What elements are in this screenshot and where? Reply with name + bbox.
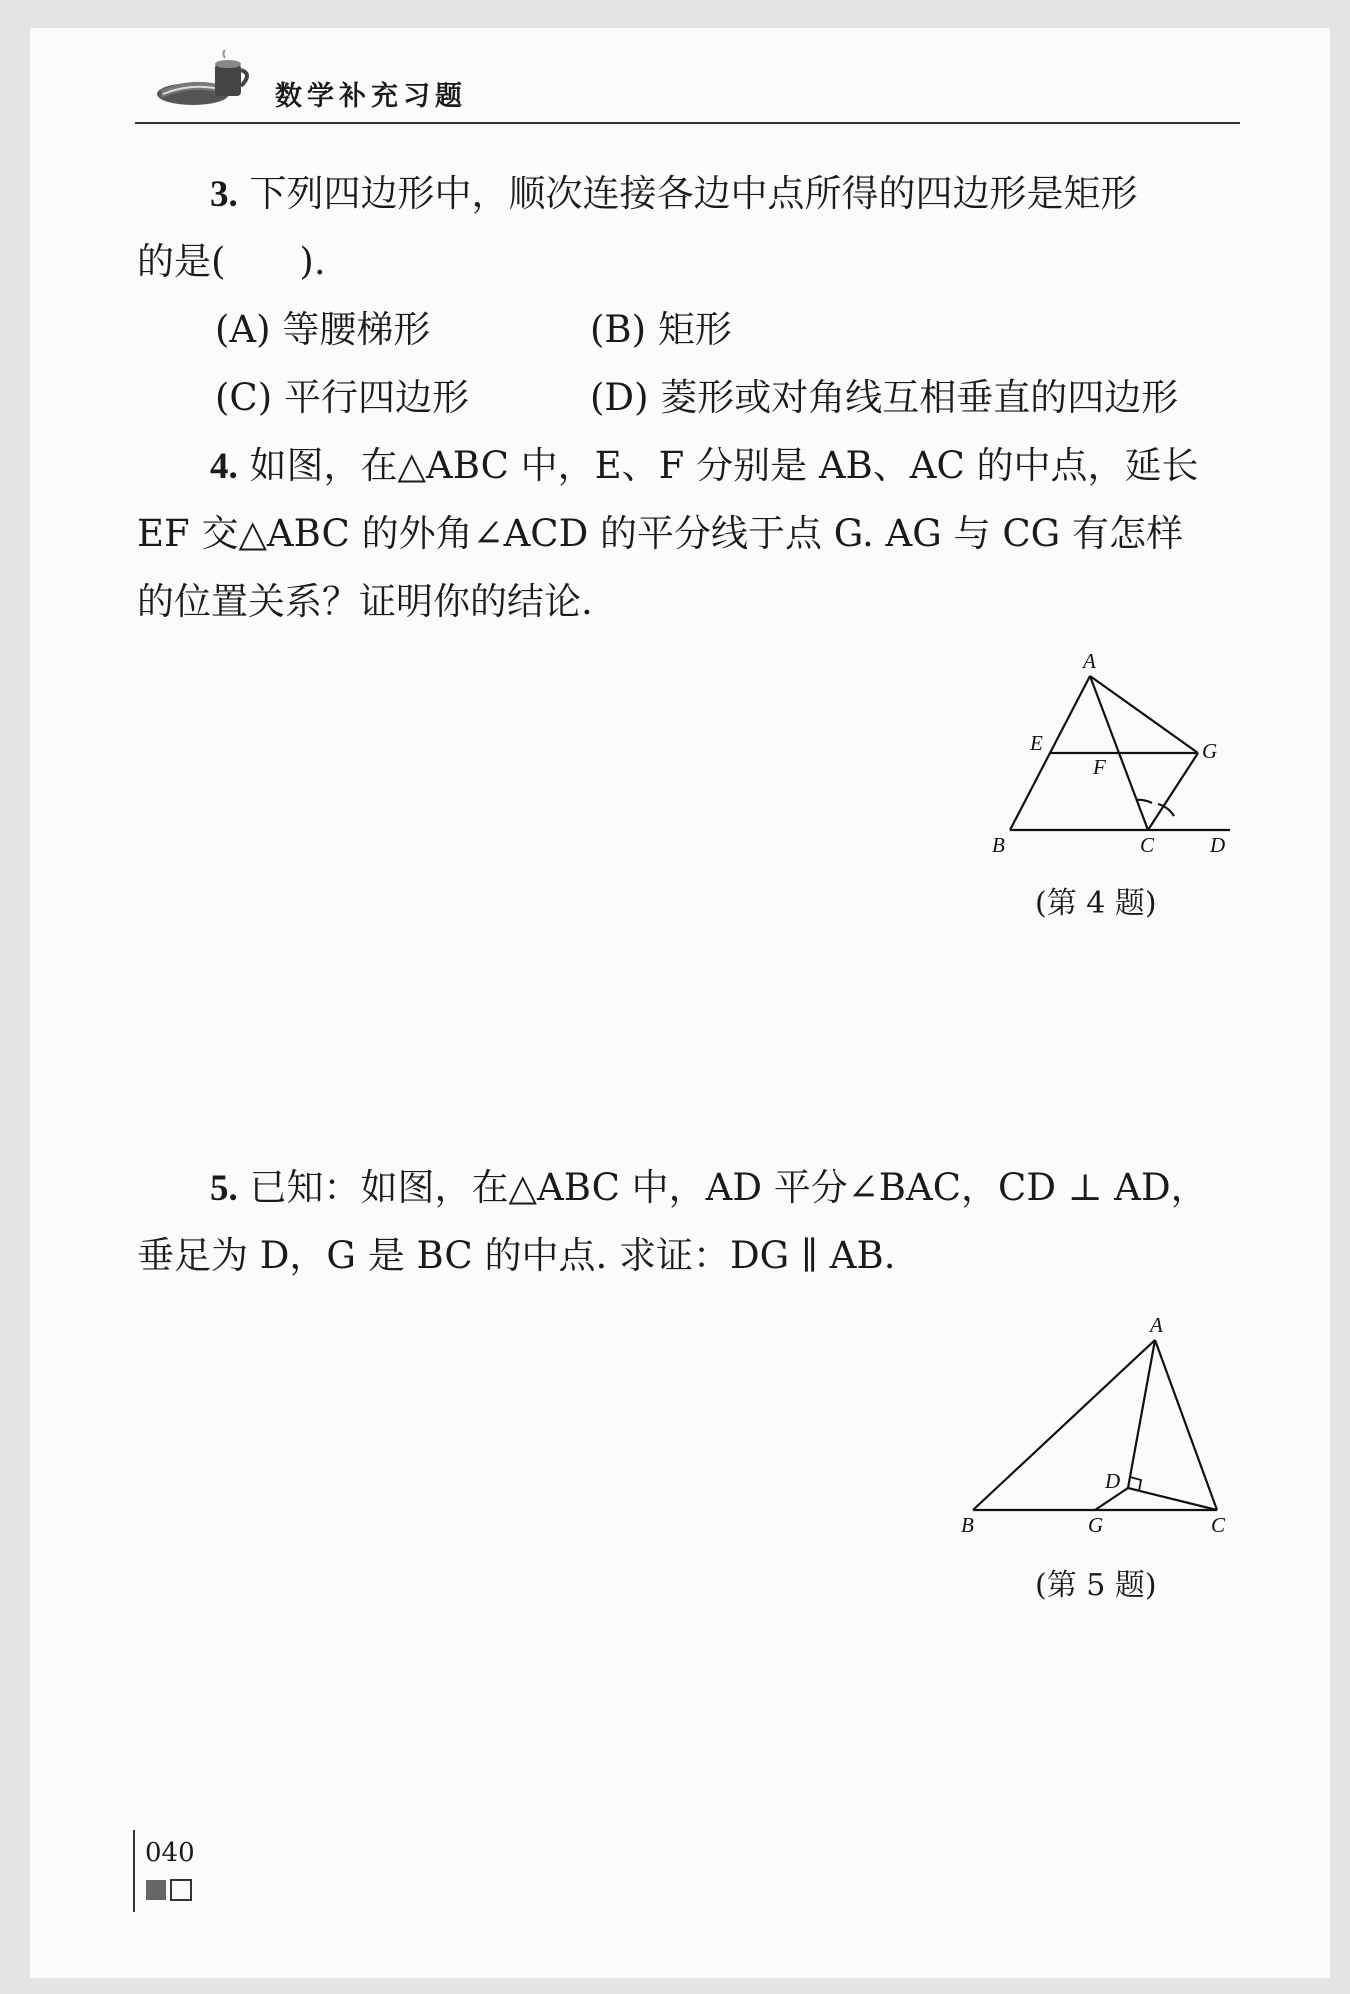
q5-segment-ac (1155, 1340, 1217, 1510)
q5-caption: (第 5 题) (1035, 1568, 1157, 1603)
figure-q5 (955, 1310, 1240, 1540)
q5-stem: 已知：如图，在△ABC 中，AD 平分∠BAC，CD ⊥ AD， (249, 1166, 1208, 1209)
q3-number: 3. (210, 174, 238, 215)
q5-line1 (210, 1154, 1208, 1223)
q3-option-a: (A) 等腰梯形 (215, 308, 431, 351)
q3-option-d: (D) 菱形或对角线互相垂直的四边形 (590, 376, 1179, 419)
q3-line1 (210, 160, 1138, 229)
q5-line2: 垂足为 D，G 是 BC 的中点. 求证：DG ∥ AB. (137, 1234, 896, 1277)
book-and-cup-icon (155, 50, 255, 112)
page-number-rule (133, 1830, 135, 1912)
q4-line1 (210, 432, 1199, 501)
q4-number: 4. (210, 446, 238, 487)
page-number: 040 (145, 1838, 195, 1868)
q4-line2: EF 交△ABC 的外角∠ACD 的平分线于点 G. AG 与 CG 有怎样 (137, 512, 1183, 555)
q4-label-f: F (1093, 755, 1106, 779)
q4-label-c: C (1140, 833, 1155, 857)
q3-stem: 下列四边形中，顺次连接各边中点所得的四边形是矩形 (249, 172, 1138, 215)
header-rule (135, 122, 1240, 124)
q5-label-c: C (1211, 1513, 1226, 1537)
q4-segment-cg (1148, 753, 1198, 830)
q5-label-a: A (1150, 1313, 1163, 1337)
page-header (135, 40, 1240, 124)
q4-caption: (第 4 题) (1035, 886, 1157, 921)
q5-segment-dc (1128, 1488, 1217, 1510)
q4-segment-ag (1090, 676, 1198, 753)
q3-option-c: (C) 平行四边形 (215, 376, 469, 419)
q5-label-b: B (961, 1513, 974, 1537)
q4-label-g: G (1202, 739, 1218, 763)
q5-label-g: G (1088, 1513, 1104, 1537)
q5-label-d: D (1105, 1469, 1121, 1493)
q4-label-d: D (1210, 833, 1226, 857)
q4-label-b: B (992, 833, 1005, 857)
q4-line3: 的位置关系？证明你的结论. (137, 580, 593, 623)
q5-number: 5. (210, 1168, 238, 1209)
book-title: 数学补充习题 (275, 81, 467, 112)
q4-label-a: A (1083, 650, 1096, 673)
q4-label-e: E (1030, 731, 1043, 755)
q3-line2: 的是( ). (137, 240, 326, 283)
q3-option-b: (B) 矩形 (590, 308, 732, 351)
figure-q4 (980, 650, 1240, 870)
q4-stem: 如图，在△ABC 中，E、F 分别是 AB、AC 的中点，延长 (249, 444, 1199, 487)
page-marker-icon (145, 1878, 195, 1902)
